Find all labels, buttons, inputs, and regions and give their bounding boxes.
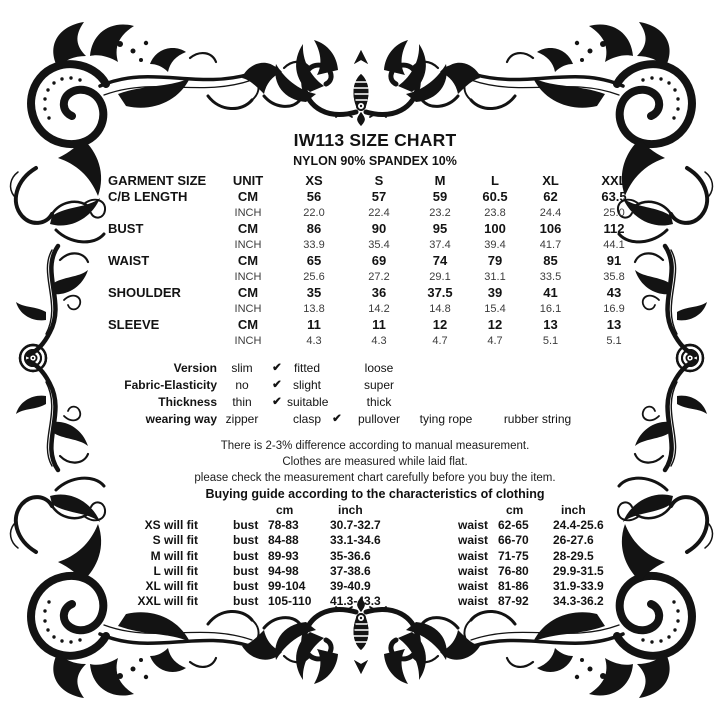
value-cell: 34.3-36.2 — [553, 594, 604, 609]
option-cell: suitable — [287, 395, 329, 409]
value-cell: 29.1 — [429, 271, 451, 283]
value-cell: 14.2 — [368, 303, 390, 315]
value-cell: bust — [233, 548, 259, 563]
option-cell: clasp — [292, 412, 321, 426]
spacer — [198, 579, 233, 594]
value-cell: 33.5 — [539, 271, 562, 283]
option-cell: slim — [231, 361, 253, 375]
value-cell: 62 — [543, 189, 558, 204]
row-label: SHOULDER — [108, 285, 181, 300]
column-header: UNIT — [232, 173, 264, 188]
unit-cell: INCH — [234, 303, 262, 315]
value-cell: 4.7 — [487, 335, 503, 347]
value-cell: 37.5 — [427, 285, 453, 300]
value-cell: 71-75 — [498, 548, 529, 563]
spacer — [198, 533, 233, 548]
value-cell: 25.6 — [303, 271, 325, 283]
row-label: Fabric-Elasticity — [124, 378, 217, 392]
value-cell: 62-65 — [498, 518, 529, 533]
checkmark-slot — [327, 377, 347, 394]
unit-cell: INCH — [234, 239, 262, 251]
value-cell: 27.2 — [368, 271, 390, 283]
row-label: XXL will fit — [137, 594, 198, 609]
checkmark-icon: ✔ — [272, 379, 282, 391]
value-cell: 33.9 — [303, 239, 325, 251]
column-header — [458, 503, 498, 518]
value-cell: bust — [233, 533, 259, 548]
row-label — [108, 301, 215, 317]
value-cell: 26-27.6 — [553, 533, 594, 548]
row-label: WAIST — [108, 253, 150, 268]
value-cell: 11 — [307, 317, 321, 332]
value-cell: 85 — [543, 253, 558, 268]
checkmark-icon: ✔ — [272, 396, 282, 408]
option-cell: slight — [292, 378, 321, 392]
value-cell: 106 — [539, 221, 562, 236]
row-label — [108, 269, 215, 285]
value-cell: 35-36.6 — [330, 548, 371, 563]
value-cell: 23.8 — [484, 207, 506, 219]
value-cell: 87-92 — [498, 594, 529, 609]
value-cell: 89-93 — [268, 548, 299, 563]
value-cell: 4.3 — [371, 335, 387, 347]
value-cell: 100 — [484, 221, 506, 236]
unit-cell: CM — [237, 285, 259, 300]
value-cell: 29.9-31.5 — [553, 563, 604, 578]
value-cell: 39.4 — [484, 239, 506, 251]
unit-cell: CM — [237, 253, 259, 268]
value-cell: 14.8 — [429, 303, 451, 315]
row-label: M will fit — [150, 548, 198, 563]
row-label — [108, 333, 215, 349]
buying-guide-title: Buying guide according to the characteristics of clothing — [205, 487, 545, 501]
value-cell: 39 — [487, 285, 503, 300]
column-header: S — [374, 173, 384, 188]
value-cell: 35.4 — [368, 239, 390, 251]
value-cell: 41.3-43.3 — [330, 594, 381, 609]
row-label: XS will fit — [144, 518, 198, 533]
value-cell: 74 — [432, 253, 448, 268]
value-cell: 24.4-25.6 — [553, 518, 604, 533]
row-label: wearing way — [145, 412, 217, 426]
column-header: inch — [338, 503, 363, 517]
option-cell: thick — [366, 395, 392, 409]
column-header — [233, 503, 268, 518]
option-cell — [411, 360, 481, 377]
value-cell: 78-83 — [268, 518, 299, 533]
value-cell: 37.4 — [429, 239, 451, 251]
option-cell: tying rope — [419, 412, 473, 426]
value-cell: 31.9-33.9 — [553, 578, 604, 593]
value-cell: 60.5 — [482, 189, 508, 204]
value-cell: waist — [458, 548, 489, 563]
option-cell: rubber string — [503, 412, 572, 426]
column-header: M — [434, 173, 446, 188]
value-cell: 15.4 — [484, 303, 506, 315]
value-cell: 112 — [603, 221, 625, 236]
value-cell: waist — [458, 518, 489, 533]
value-cell: 79 — [487, 253, 503, 268]
value-cell: 65 — [306, 253, 322, 268]
value-cell: waist — [458, 533, 489, 548]
option-cell — [481, 360, 594, 377]
row-label: Version — [173, 361, 217, 375]
value-cell: 105-110 — [268, 594, 312, 609]
option-cell — [411, 394, 481, 411]
checkmark-slot — [267, 411, 287, 428]
value-cell: 12 — [432, 317, 448, 332]
value-cell: 22.4 — [368, 207, 390, 219]
spacer — [198, 549, 233, 564]
value-cell: 23.2 — [429, 207, 451, 219]
row-label: C/B LENGTH — [108, 189, 188, 204]
option-cell — [411, 377, 481, 394]
option-cell: thin — [232, 395, 252, 409]
spacer — [198, 594, 233, 609]
measurement-note: There is 2-3% difference according to manual measurement. — [220, 440, 530, 452]
value-cell: 41.7 — [539, 239, 562, 251]
garment-size-table — [108, 173, 648, 349]
unit-cell: CM — [237, 317, 259, 332]
value-cell: 16.1 — [539, 303, 562, 315]
row-label — [108, 205, 215, 221]
measurement-notes — [28, 438, 722, 502]
value-cell: 13 — [606, 317, 622, 332]
unit-cell: INCH — [234, 335, 262, 347]
spacer — [198, 503, 233, 518]
value-cell: 66-70 — [498, 533, 529, 548]
value-cell: 84-88 — [268, 533, 299, 548]
value-cell: 35.8 — [603, 271, 625, 283]
column-header: L — [491, 173, 499, 188]
value-cell: 36 — [371, 285, 387, 300]
unit-cell: INCH — [234, 271, 262, 283]
row-label — [108, 237, 215, 253]
unit-cell: INCH — [234, 207, 262, 219]
column-header: cm — [506, 503, 524, 517]
value-cell: 25.0 — [603, 207, 625, 219]
value-cell: 24.4 — [539, 207, 562, 219]
value-cell: 33.1-34.6 — [330, 533, 381, 548]
option-cell: pullover — [357, 412, 401, 426]
column-header: GARMENT SIZE — [108, 173, 207, 188]
option-cell: loose — [364, 361, 394, 375]
value-cell: 43 — [606, 285, 622, 300]
value-cell: 39-40.9 — [330, 578, 371, 593]
value-cell: waist — [458, 563, 489, 578]
column-header: XL — [542, 173, 559, 188]
value-cell: 13 — [543, 317, 558, 332]
unit-cell: CM — [237, 189, 259, 204]
value-cell: 41 — [543, 285, 558, 300]
value-cell: 91 — [606, 253, 622, 268]
value-cell: 90 — [371, 221, 387, 236]
value-cell: 44.1 — [603, 239, 625, 251]
column-header: XXL — [601, 173, 627, 188]
value-cell: 5.1 — [542, 335, 559, 347]
value-cell: 81-86 — [498, 578, 529, 593]
column-header: XS — [305, 173, 323, 188]
option-cell — [481, 394, 594, 411]
row-label: BUST — [108, 221, 144, 236]
value-cell: 16.9 — [603, 303, 625, 315]
value-cell: 13.8 — [303, 303, 325, 315]
row-label: S will fit — [152, 533, 198, 548]
value-cell: 22.0 — [303, 207, 325, 219]
option-cell: super — [363, 378, 395, 392]
value-cell: 4.7 — [432, 335, 448, 347]
row-label: L will fit — [153, 563, 198, 578]
value-cell: 99-104 — [268, 578, 306, 593]
value-cell: waist — [458, 578, 489, 593]
value-cell: 35 — [306, 285, 322, 300]
option-cell: no — [235, 378, 249, 392]
value-cell: bust — [233, 518, 259, 533]
value-cell: 4.3 — [306, 335, 322, 347]
option-cell: zipper — [225, 412, 259, 426]
value-cell: 63.5 — [601, 189, 627, 204]
value-cell: 31.1 — [484, 271, 506, 283]
spacer — [198, 564, 233, 579]
value-cell: waist — [458, 594, 489, 609]
characteristics-table — [90, 360, 594, 428]
value-cell: 86 — [306, 221, 322, 236]
value-cell: 12 — [487, 317, 503, 332]
value-cell: 28-29.5 — [553, 548, 594, 563]
checkmark-slot — [327, 360, 347, 377]
checkmark-icon: ✔ — [332, 413, 342, 425]
value-cell: bust — [233, 594, 259, 609]
buying-guide-table — [90, 503, 620, 609]
checkmark-slot — [327, 394, 347, 411]
checkmark-icon: ✔ — [272, 362, 282, 374]
chart-title: IW113 SIZE CHART — [293, 130, 457, 150]
row-label: Thickness — [158, 395, 217, 409]
measurement-note: Clothes are measured while laid flat. — [282, 456, 468, 468]
value-cell: 69 — [371, 253, 387, 268]
column-header — [90, 503, 198, 518]
value-cell: 57 — [371, 189, 387, 204]
value-cell: 95 — [432, 221, 448, 236]
value-cell: 76-80 — [498, 563, 529, 578]
value-cell: 94-98 — [268, 563, 299, 578]
column-header: cm — [276, 503, 294, 517]
row-label: XL will fit — [145, 578, 198, 593]
value-cell: 59 — [432, 189, 448, 204]
value-cell: bust — [233, 578, 259, 593]
column-header: inch — [561, 503, 586, 517]
value-cell: 30.7-32.7 — [330, 518, 381, 533]
value-cell: 37-38.6 — [330, 563, 371, 578]
spacer — [198, 518, 233, 533]
unit-cell: CM — [237, 221, 259, 236]
measurement-note: please check the measurement chart carefully before you buy the item. — [194, 472, 556, 484]
fabric-composition: NYLON 90% SPANDEX 10% — [293, 154, 457, 168]
row-label: SLEEVE — [108, 317, 160, 332]
option-cell: fitted — [293, 361, 320, 375]
value-cell: 56 — [306, 189, 322, 204]
value-cell: 11 — [372, 317, 386, 332]
value-cell: bust — [233, 563, 259, 578]
value-cell: 5.1 — [606, 335, 622, 347]
option-cell — [481, 377, 594, 394]
